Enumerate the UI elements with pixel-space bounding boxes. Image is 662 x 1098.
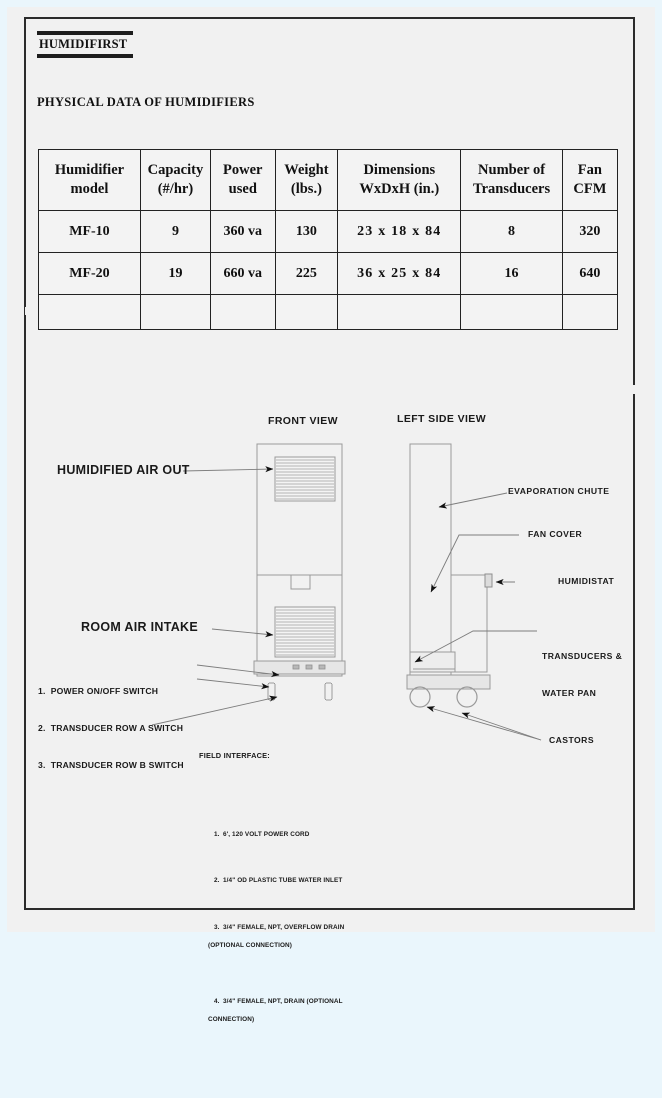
- th-weight: Weight (lbs.): [275, 150, 338, 211]
- callout-transducers-water-pan: [542, 625, 622, 725]
- field-interface-list: [199, 802, 344, 1062]
- switch-list-item: 3. TRANSDUCER ROW B SWITCH: [38, 759, 184, 770]
- th-humidifier-model: Humidifier model: [39, 150, 141, 211]
- table-header-row: [39, 150, 618, 211]
- th-dimensions: Dimensions WxDxH (in.): [338, 150, 461, 211]
- switch-list: [38, 661, 184, 795]
- field-interface-item: [199, 821, 344, 849]
- table-row-empty: [39, 295, 618, 330]
- switch-list-item: 2. TRANSDUCER ROW A SWITCH: [38, 723, 184, 734]
- callout-line-2: WATER PAN: [542, 688, 597, 699]
- company-logo: [37, 31, 133, 58]
- table-body: [39, 211, 618, 330]
- callout-humidistat: HUMIDISTAT: [558, 576, 615, 586]
- callout-line-1: TRANSDUCERS &: [542, 650, 623, 661]
- item-index: 4.: [214, 997, 220, 1005]
- page-title: PHYSICAL DATA OF HUMIDIFIERS: [37, 95, 255, 109]
- item-text: 3/4" FEMALE, NPT, OVERFLOW DRAIN: [223, 923, 345, 931]
- th-capacity: Capacity (#/hr): [140, 150, 210, 211]
- cell-power: 360 va: [210, 211, 275, 253]
- cell-fan-cfm: 320: [562, 211, 617, 253]
- cell-capacity: 9: [140, 211, 210, 253]
- callout-fan-cover: FAN COVER: [528, 529, 583, 539]
- cell-empty: [39, 295, 141, 330]
- cell-dimensions: 23 x 18 x 84: [338, 211, 461, 253]
- cell-capacity: 19: [140, 253, 210, 295]
- item-continuation: (OPTIONAL CONNECTION): [208, 942, 292, 950]
- field-interface-item: [199, 867, 344, 895]
- item-text: 1/4" OD PLASTIC TUBE WATER INLET: [223, 877, 343, 885]
- item-continuation: CONNECTION): [208, 1016, 255, 1024]
- cell-power: 660 va: [210, 253, 275, 295]
- field-interface-item: [199, 913, 344, 969]
- view-label-front: FRONT VIEW: [268, 415, 338, 427]
- cell-empty: [338, 295, 461, 330]
- field-interface-item: [199, 988, 344, 1044]
- cell-empty: [210, 295, 275, 330]
- border-scan-gap-left: [25, 307, 28, 315]
- physical-data-table: [38, 149, 618, 330]
- item-text: 6', 120 VOLT POWER CORD: [223, 830, 310, 838]
- item-text: 3/4" FEMALE, NPT, DRAIN (OPTIONAL: [223, 997, 343, 1005]
- cell-empty: [562, 295, 617, 330]
- table-row: [39, 211, 618, 253]
- switch-list-item: 1. POWER ON/OFF SWITCH: [38, 686, 159, 697]
- cell-transducers: 16: [461, 253, 562, 295]
- cell-model: MF-20: [39, 253, 141, 295]
- field-interface-block: [199, 715, 344, 1098]
- cell-empty: [140, 295, 210, 330]
- cell-weight: 225: [275, 253, 338, 295]
- callout-room-air-intake: ROOM AIR INTAKE: [81, 620, 198, 634]
- cell-fan-cfm: 640: [562, 253, 617, 295]
- th-power-used: Power used: [210, 150, 275, 211]
- table-header: [39, 150, 618, 211]
- document-sheet: [7, 7, 655, 1024]
- view-label-left-side: LEFT SIDE VIEW: [397, 413, 487, 425]
- cell-empty: [275, 295, 338, 330]
- border-scan-gap-right: [633, 385, 637, 394]
- callout-castors: CASTORS: [549, 735, 595, 745]
- item-index: 2.: [214, 877, 220, 885]
- callout-humidified-air-out: HUMIDIFIED AIR OUT: [57, 463, 190, 477]
- cell-model: MF-10: [39, 211, 141, 253]
- logo-text: HUMIDIFIRST: [39, 37, 128, 51]
- cell-empty: [461, 295, 562, 330]
- th-number-of-transducers: Number of Transducers: [461, 150, 562, 211]
- cell-transducers: 8: [461, 211, 562, 253]
- cell-weight: 130: [275, 211, 338, 253]
- cell-dimensions: 36 x 25 x 84: [338, 253, 461, 295]
- logo-rule-bottom: [37, 54, 133, 58]
- callout-evaporation-chute: EVAPORATION CHUTE: [508, 486, 610, 496]
- table-row: [39, 253, 618, 295]
- th-fan-cfm: Fan CFM: [562, 150, 617, 211]
- item-index: 1.: [214, 830, 220, 838]
- field-interface-title: FIELD INTERFACE:: [199, 751, 270, 760]
- item-index: 3.: [214, 923, 220, 931]
